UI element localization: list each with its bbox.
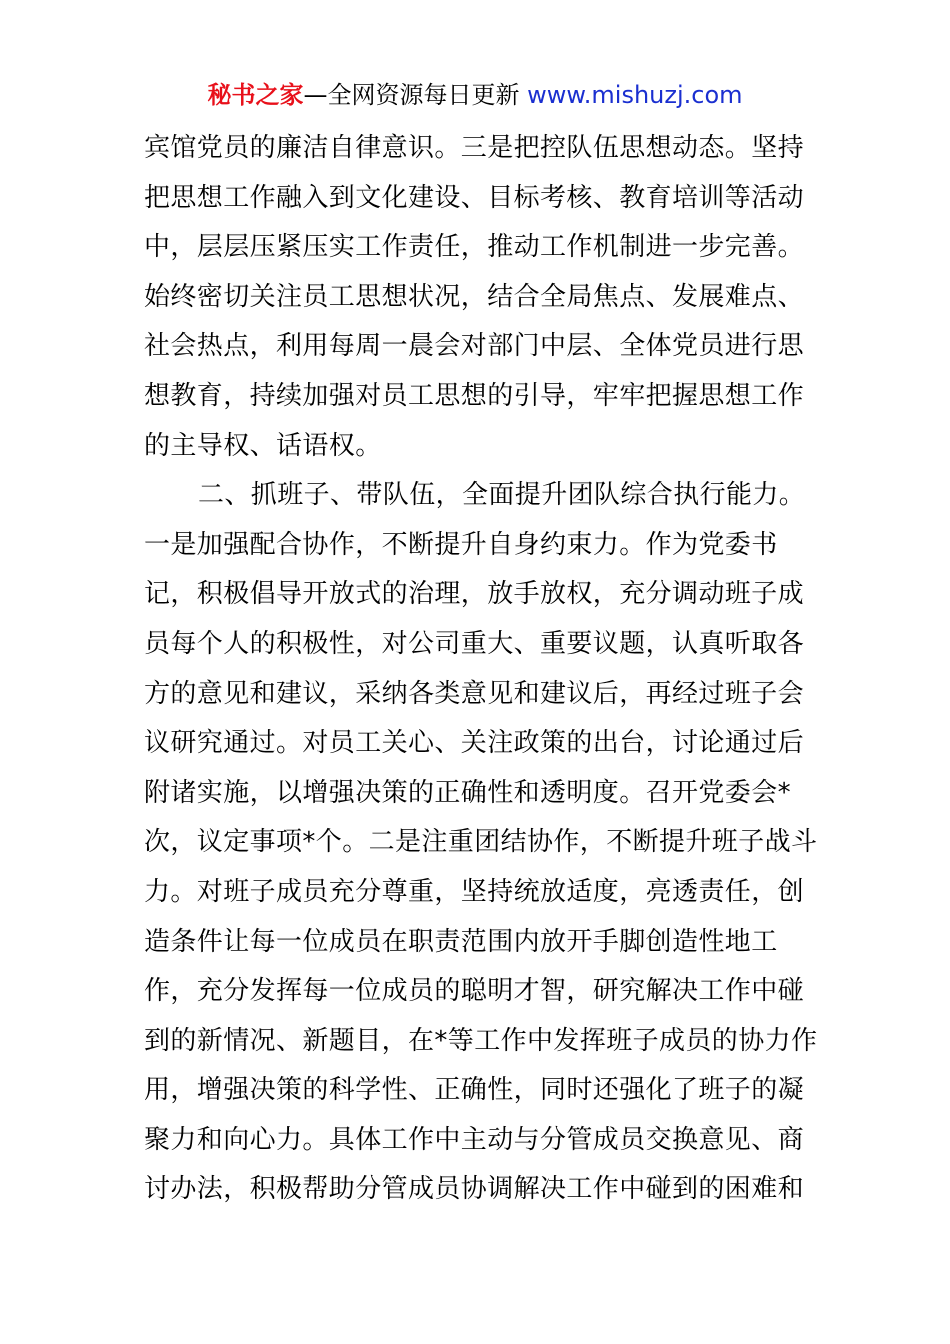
body-text-line: 议研究通过。对员工关心、关注政策的出台，讨论通过后 [144, 728, 805, 759]
document-body [144, 124, 824, 1215]
body-text-line: 记，积极倡导开放式的治理，放手放权，充分调动班子成 [144, 579, 805, 610]
body-text-line: 社会热点，利用每周一晨会对部门中层、全体党员进行思 [144, 331, 805, 362]
body-text-line: 始终密切关注员工思想状况，结合全局焦点、发展难点、 [144, 281, 805, 312]
header-tagline: —全网资源每日更新 [303, 81, 528, 109]
body-text-line: 作，充分发挥每一位成员的聪明才智，研究解决工作中碰 [144, 976, 805, 1007]
body-text-line: 附诸实施，以增强决策的正确性和透明度。召开党委会* [144, 777, 792, 808]
body-text-line: 次，议定事项*个。二是注重团结协作，不断提升班子战斗 [144, 827, 818, 858]
body-text-line: 宾馆党员的廉洁自律意识。三是把控队伍思想动态。坚持 [144, 133, 805, 163]
body-text-line: 二、抓班子、带队伍，全面提升团队综合执行能力。 [198, 480, 806, 511]
body-text-line: 力。对班子成员充分尊重，坚持统放适度，亮透责任，创 [144, 876, 805, 907]
body-text-line: 中，层层压紧压实工作责任，推动工作机制进一步完善。 [144, 232, 805, 263]
body-text-line: 到的新情况、新题目，在*等工作中发挥班子成员的协力作 [144, 1025, 818, 1056]
body-text-line: 想教育，持续加强对员工思想的引导，牢牢把握思想工作 [144, 380, 805, 411]
body-text-line: 一是加强配合协作，不断提升自身约束力。作为党委书 [144, 529, 778, 560]
body-text-line: 聚力和向心力。具体工作中主动与分管成员交换意见、商 [144, 1124, 805, 1155]
header-brand: 秘书之家 [207, 81, 304, 109]
body-text-line: 方的意见和建议，采纳各类意见和建议后，再经过班子会 [144, 678, 805, 709]
body-text-line: 把思想工作融入到文化建设、目标考核、教育培训等活动 [144, 182, 805, 213]
body-text-line: 讨办法，积极帮助分管成员协调解决工作中碰到的困难和 [144, 1174, 805, 1205]
header-site-link[interactable]: www.mishuzj.com [527, 81, 743, 109]
body-text-line: 造条件让每一位成员在职责范围内放开手脚创造性地工 [144, 926, 778, 957]
body-text-line: 员每个人的积极性，对公司重大、重要议题，认真听取各 [144, 628, 805, 659]
body-text-line: 的主导权、话语权。 [144, 430, 382, 461]
body-text-line: 用，增强决策的科学性、正确性，同时还强化了班子的凝 [144, 1075, 805, 1106]
page-header [0, 78, 950, 112]
